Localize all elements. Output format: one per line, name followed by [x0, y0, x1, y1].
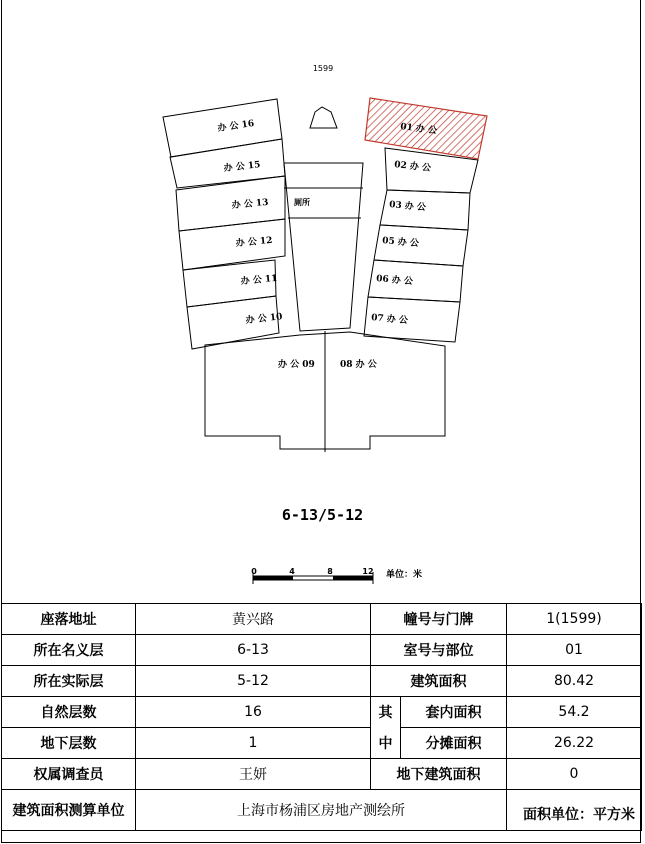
inner-area-value: 54.2 [507, 697, 642, 728]
room-label-07: 07 办 公 [370, 313, 409, 327]
nominal-floor-label: 所在名义层 [2, 635, 136, 666]
surveyor-label: 权属调查员 [2, 759, 136, 790]
actual-floor-label: 所在实际层 [2, 666, 136, 697]
scale-tick-12: 12 [362, 567, 374, 576]
zhong-char: 中 [371, 728, 401, 759]
room-value: 01 [507, 635, 642, 666]
address-label: 座落地址 [2, 604, 136, 635]
address-value: 黄兴路 [136, 604, 371, 635]
nominal-floor-value: 6-13 [136, 635, 371, 666]
room-label-13: 办 公 13 [231, 197, 269, 211]
underground-area-value: 0 [507, 759, 642, 790]
basement-floors-label: 地下层数 [2, 728, 136, 759]
floor-range-label: 6-13/5-12 [281, 506, 364, 524]
room-label: 室号与部位 [371, 635, 507, 666]
room-left-13 [176, 176, 285, 231]
room-label-15: 办 公 15 [223, 160, 261, 174]
shared-area-value: 26.22 [507, 728, 642, 759]
restroom-label: 厕所 [294, 197, 310, 207]
stair-tower [310, 107, 337, 128]
natural-floors-value: 16 [136, 697, 371, 728]
scale-bar [251, 567, 422, 584]
scale-tick-8: 8 [327, 567, 333, 576]
room-label-03: 03 办 公 [388, 200, 427, 214]
build-area-label: 建筑面积 [371, 666, 507, 697]
survey-unit-value: 上海市杨浦区房地产测绘所 [136, 790, 507, 831]
basement-floors-value: 1 [136, 728, 371, 759]
building-no-value: 1(1599) [507, 604, 642, 635]
area-unit-label: 面积单位：平方米 [523, 807, 635, 823]
property-info-table [1, 603, 642, 831]
actual-floor-value: 5-12 [136, 666, 371, 697]
room-label-09: 办 公 09 [278, 360, 315, 370]
room-label-08: 08 办 公 [340, 360, 377, 370]
building-no-label: 幢号与门牌 [371, 604, 507, 635]
surveyor-value: 王妍 [136, 759, 371, 790]
qi-char: 其 [371, 697, 401, 728]
scale-tick-0: 0 [251, 567, 257, 576]
room-label-11: 办 公 11 [240, 273, 278, 287]
shared-area-label: 分摊面积 [401, 728, 507, 759]
room-label-12: 办 公 12 [235, 235, 273, 249]
scale-tick-4: 4 [289, 567, 295, 576]
survey-unit-label: 建筑面积测算单位 [2, 790, 136, 831]
build-area-value: 80.42 [507, 666, 642, 697]
room-label-10: 办 公 10 [245, 312, 283, 326]
room-label-05: 05 办 公 [381, 236, 420, 250]
room-label-16: 办 公 16 [217, 118, 255, 134]
room-label-01: 01 办 公 [399, 122, 438, 137]
inner-area-label: 套内面积 [401, 697, 507, 728]
room-label-02: 02 办 公 [393, 160, 432, 174]
area-unit-cell [507, 790, 642, 831]
building-number: 1599 [312, 64, 334, 73]
room-label-06: 06 办 公 [375, 274, 414, 288]
natural-floors-label: 自然层数 [2, 697, 136, 728]
underground-area-label: 地下建筑面积 [371, 759, 507, 790]
scale-unit-label: 单位：米 [386, 570, 423, 580]
